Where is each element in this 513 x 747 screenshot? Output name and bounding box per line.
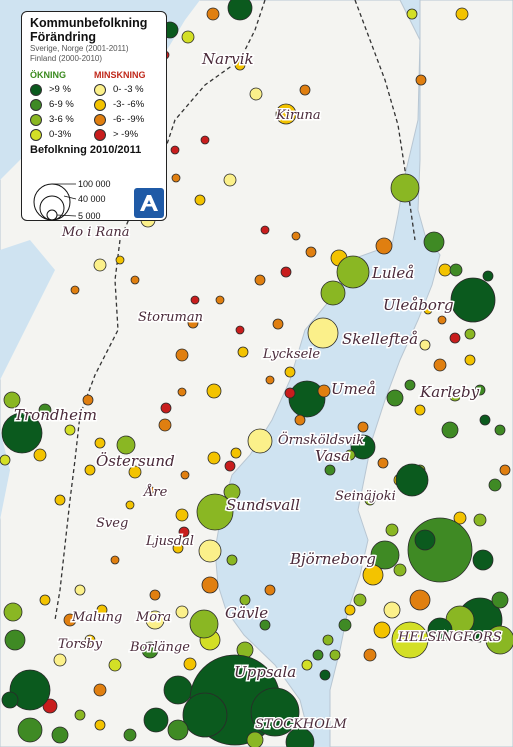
municipality-circle [95, 720, 105, 730]
municipality-circle [376, 238, 392, 254]
municipality-circle [300, 85, 310, 95]
municipality-circle [442, 422, 458, 438]
city-label: Seinäjoki [335, 489, 396, 504]
city-label: Östersund [96, 452, 175, 470]
company-logo-icon [134, 188, 164, 218]
municipality-circle [394, 564, 406, 576]
municipality-circle [415, 530, 435, 550]
municipality-circle [495, 425, 505, 435]
city-label: Skellefteå [342, 330, 419, 348]
city-label: Björneborg [290, 550, 376, 568]
municipality-circle [330, 650, 340, 660]
municipality-circle [318, 385, 330, 397]
municipality-circle [407, 9, 417, 19]
municipality-circle [265, 585, 275, 595]
municipality-circle [131, 276, 139, 284]
municipality-circle [94, 684, 106, 696]
pop-leader-small [57, 215, 76, 216]
city-label: Sundsvall [226, 496, 300, 514]
municipality-circle [184, 658, 196, 670]
legend-source-se-no: Sverige, Norge (2001-2011) [30, 44, 129, 53]
municipality-circle [201, 136, 209, 144]
legend-increase-label: 3-6 % [49, 114, 74, 125]
city-label: Gävle [225, 604, 269, 622]
legend-increase-swatch [30, 99, 42, 111]
city-label: Malung [72, 610, 123, 625]
municipality-circle [473, 550, 493, 570]
municipality-circle [55, 495, 65, 505]
municipality-circle [492, 592, 508, 608]
city-label: Borlänge [130, 640, 190, 655]
municipality-circle [323, 635, 333, 645]
municipality-circle [83, 395, 93, 405]
municipality-circle [439, 264, 451, 276]
city-label: Narvik [202, 50, 254, 68]
municipality-circle [225, 461, 235, 471]
legend-decrease-swatch [94, 99, 106, 111]
municipality-circle [420, 340, 430, 350]
city-label: STOCKHOLM [255, 717, 347, 732]
legend-decrease-label: 0- -3 % [113, 84, 144, 95]
municipality-circle [450, 333, 460, 343]
municipality-circle [207, 384, 221, 398]
pop-circle-medium [40, 196, 64, 220]
municipality-circle [295, 415, 305, 425]
municipality-circle [313, 650, 323, 660]
municipality-circle [474, 514, 486, 526]
municipality-circle [325, 465, 335, 475]
municipality-circle [18, 718, 42, 742]
legend-increase-swatch [30, 114, 42, 126]
municipality-circle [434, 359, 446, 371]
municipality-circle [150, 590, 160, 600]
municipality-circle [199, 540, 221, 562]
legend-decrease-swatch [94, 129, 106, 141]
municipality-circle [308, 318, 338, 348]
legend-increase-item [30, 97, 94, 112]
municipality-circle [164, 676, 192, 704]
legend-increase-label: 6-9 % [49, 99, 74, 110]
municipality-circle [416, 75, 426, 85]
legend-decrease-header: MINSKNING [94, 70, 146, 80]
city-label: Lycksele [263, 347, 321, 362]
municipality-circle [250, 88, 262, 100]
city-label: Åre [144, 485, 168, 500]
municipality-circle [168, 720, 188, 740]
municipality-circle [182, 31, 194, 43]
municipality-circle [438, 316, 446, 324]
municipality-circle [358, 422, 368, 432]
municipality-circle [451, 278, 495, 322]
municipality-circle [176, 509, 188, 521]
municipality-circle [94, 259, 106, 271]
municipality-circle [54, 654, 66, 666]
legend-increase-swatch [30, 84, 42, 96]
municipality-circle [363, 565, 383, 585]
municipality-circle [227, 555, 237, 565]
pop-label-large: 100 000 [78, 179, 111, 189]
municipality-circle [191, 296, 199, 304]
municipality-circle [339, 619, 351, 631]
legend-decrease-swatch [94, 114, 106, 126]
legend-increase-item [30, 82, 94, 97]
municipality-circle [95, 438, 105, 448]
municipality-circle [5, 630, 25, 650]
municipality-circle [4, 603, 22, 621]
municipality-circle [176, 349, 188, 361]
city-label: Storuman [138, 310, 203, 325]
municipality-circle [483, 271, 493, 281]
municipality-circle [408, 518, 472, 582]
municipality-circle [450, 264, 462, 276]
city-label: Luleå [372, 264, 415, 282]
municipality-circle [159, 419, 171, 431]
legend-decrease-item [94, 82, 158, 97]
municipality-circle [465, 329, 475, 339]
city-label: Sveg [96, 516, 129, 531]
legend-population-circles [28, 178, 128, 222]
municipality-circle [85, 465, 95, 475]
municipality-circle [302, 660, 312, 670]
municipality-circle [321, 281, 345, 305]
legend-increase-swatch [30, 129, 42, 141]
municipality-circle [231, 448, 241, 458]
map-legend [21, 11, 167, 221]
municipality-circle [465, 355, 475, 365]
city-label: Örnsköldsvik [278, 433, 365, 448]
municipality-circle [266, 376, 274, 384]
legend-increase-item [30, 112, 94, 127]
pop-label-medium: 40 000 [78, 194, 106, 204]
legend-increase-column [30, 70, 94, 142]
legend-decrease-swatch [94, 84, 106, 96]
legend-title-sub: Förändring [30, 30, 96, 44]
city-label: Vasa [315, 447, 351, 465]
municipality-circle [75, 710, 85, 720]
municipality-circle [172, 174, 180, 182]
legend-decrease-item [94, 97, 158, 112]
municipality-circle [34, 449, 46, 461]
municipality-circle [216, 296, 224, 304]
municipality-circle [40, 595, 50, 605]
legend-decrease-label: -6- -9% [113, 114, 145, 125]
municipality-circle [71, 286, 79, 294]
municipality-circle [247, 732, 263, 747]
legend-increase-label: 0-3% [49, 129, 72, 140]
legend-decrease-label: -3- -6% [113, 99, 145, 110]
municipality-circle [228, 0, 252, 20]
municipality-circle [178, 388, 186, 396]
municipality-circle [176, 606, 188, 618]
municipality-circle [285, 388, 295, 398]
municipality-circle [248, 429, 272, 453]
legend-decrease-item [94, 112, 158, 127]
municipality-circle [161, 403, 171, 413]
city-label: Ljusdal [146, 534, 194, 549]
municipality-circle [273, 319, 283, 329]
municipality-circle [202, 577, 218, 593]
municipality-circle [424, 232, 444, 252]
city-label: Trondheim [14, 406, 98, 424]
municipality-circle [415, 405, 425, 415]
municipality-circle [391, 174, 419, 202]
municipality-circle [480, 415, 490, 425]
municipality-circle [65, 425, 75, 435]
municipality-circle [208, 452, 220, 464]
legend-decrease-item [94, 127, 158, 142]
municipality-circle [410, 590, 430, 610]
municipality-circle [364, 649, 376, 661]
municipality-circle [183, 693, 227, 737]
municipality-circle [354, 594, 366, 606]
municipality-circle [255, 275, 265, 285]
city-label: HELSINGFORS [398, 630, 502, 645]
municipality-circle [320, 670, 330, 680]
municipality-circle [171, 146, 179, 154]
city-label: Kiruna [276, 108, 321, 123]
legend-source-fi: Finland (2000-2010) [30, 54, 103, 63]
municipality-circle [292, 232, 300, 240]
legend-categories [30, 70, 158, 142]
legend-increase-item [30, 127, 94, 142]
pop-circle-large [34, 184, 70, 220]
municipality-circle [224, 174, 236, 186]
municipality-circle [238, 347, 248, 357]
municipality-circle [378, 458, 388, 468]
municipality-circle [124, 729, 136, 741]
pop-circle-small [47, 210, 57, 220]
municipality-circle [337, 256, 369, 288]
municipality-circle [489, 479, 501, 491]
legend-increase-label: >9 % [49, 84, 71, 95]
municipality-circle [75, 585, 85, 595]
municipality-circle [345, 605, 355, 615]
municipality-circle [374, 622, 390, 638]
municipality-circle [405, 380, 415, 390]
city-label: Mo i Rana [62, 225, 130, 240]
city-label: Torsby [58, 637, 103, 652]
legend-decrease-label: > -9% [113, 129, 139, 140]
municipality-circle [285, 367, 295, 377]
municipality-circle [386, 524, 398, 536]
legend-decrease-column [94, 70, 158, 142]
municipality-circle [109, 659, 121, 671]
city-label: Uleåborg [383, 296, 454, 314]
city-label: Karleby [420, 383, 480, 401]
legend-population-title: Befolkning 2010/2011 [30, 144, 142, 156]
municipality-circle [181, 471, 189, 479]
city-label: Mora [136, 610, 172, 625]
municipality-circle [144, 708, 168, 732]
municipality-circle [261, 226, 269, 234]
municipality-circle [456, 8, 468, 20]
municipality-circle [396, 464, 428, 496]
municipality-circle [190, 610, 218, 638]
municipality-circle [387, 390, 403, 406]
municipality-circle [207, 8, 219, 20]
municipality-circle [236, 326, 244, 334]
municipality-circle [2, 692, 18, 708]
pop-label-small: 5 000 [78, 211, 101, 221]
municipality-circle [281, 267, 291, 277]
municipality-circle [126, 501, 134, 509]
municipality-circle [0, 455, 10, 465]
municipality-circle [384, 602, 400, 618]
municipality-circle [111, 556, 119, 564]
legend-increase-header: ÖKNING [30, 70, 66, 80]
municipality-circle [306, 247, 316, 257]
city-label: Umeå [331, 380, 376, 398]
municipality-circle [195, 195, 205, 205]
city-label: Uppsala [234, 663, 297, 681]
municipality-circle [500, 465, 510, 475]
legend-title: Kommunbefolkning [30, 16, 148, 30]
municipality-circle [52, 727, 68, 743]
municipality-circle [116, 256, 124, 264]
